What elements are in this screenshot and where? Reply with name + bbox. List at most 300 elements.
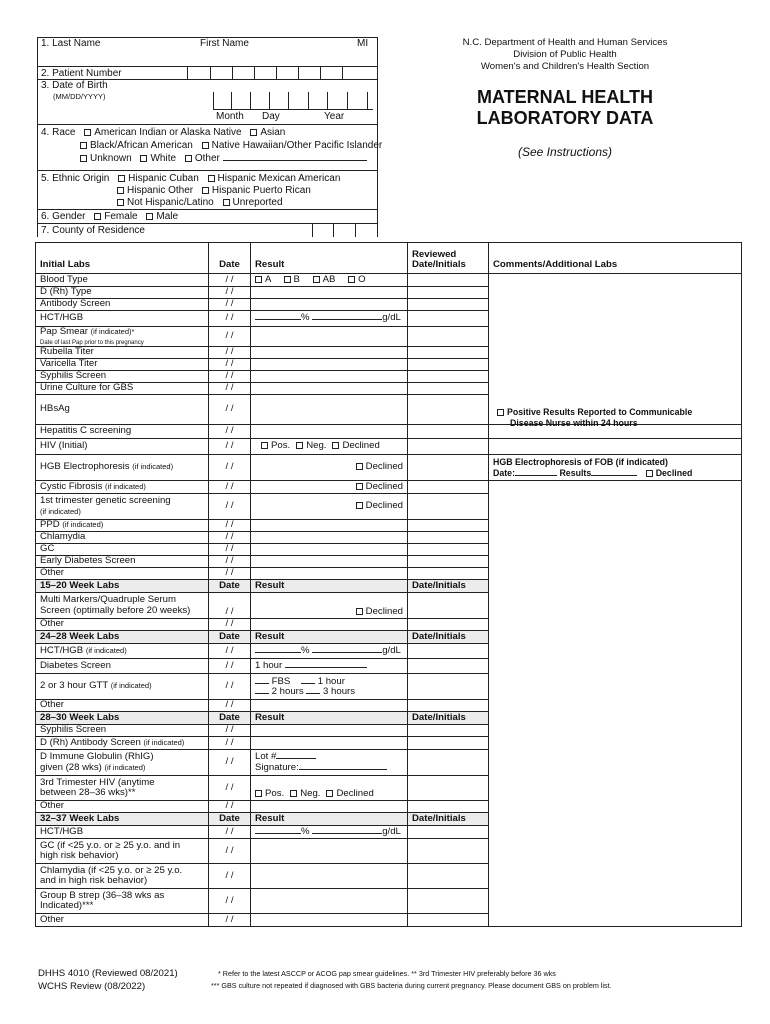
- test-name: Other: [36, 801, 209, 813]
- section-title: 28–30 Week Labs: [36, 712, 209, 725]
- gender-option: Male: [156, 211, 179, 222]
- county-field[interactable]: [312, 223, 377, 237]
- race-checkbox[interactable]: [202, 142, 209, 149]
- cell-divider: [250, 92, 251, 109]
- reviewed-field[interactable]: [408, 737, 489, 750]
- result-field[interactable]: [251, 544, 408, 556]
- section-date-header: Date: [209, 712, 251, 725]
- rule: [377, 37, 378, 237]
- reviewed-field[interactable]: [408, 383, 489, 395]
- reviewed-field[interactable]: [408, 274, 489, 287]
- reviewed-field[interactable]: [408, 327, 489, 347]
- form-title: LABORATORY DATA: [476, 108, 654, 128]
- option-label: Declined: [655, 467, 693, 478]
- test-label: 3rd Trimester HIV (anytime: [40, 777, 155, 789]
- reviewed-field[interactable]: [408, 532, 489, 544]
- fob-date-label: Date:: [493, 467, 515, 478]
- reviewed-field[interactable]: [408, 347, 489, 359]
- col-header-tests: Initial Labs: [36, 243, 209, 274]
- declined-checkbox[interactable]: [356, 608, 363, 615]
- dob-format: (MM/DD/YYYY): [53, 92, 106, 101]
- agency-block: [400, 37, 730, 159]
- reviewed-field[interactable]: [408, 568, 489, 580]
- reviewed-field[interactable]: [408, 371, 489, 383]
- test-label: Multi Markers/Quadruple Serum: [40, 593, 176, 605]
- date-field[interactable]: / /: [209, 776, 251, 801]
- test-name: Other: [36, 700, 209, 712]
- result-field[interactable]: [251, 737, 408, 750]
- year-label: Year: [324, 111, 345, 122]
- test-name: [36, 674, 209, 700]
- date-field[interactable]: / /: [209, 520, 251, 532]
- gender-checkbox[interactable]: [94, 213, 101, 220]
- test-name: [36, 494, 209, 520]
- gender-label: 6. Gender: [41, 211, 86, 222]
- blood-option: O: [358, 273, 366, 285]
- reviewed-field[interactable]: [408, 659, 489, 674]
- test-label: D (Rh) Antibody Screen: [40, 736, 141, 748]
- reviewed-field[interactable]: [408, 359, 489, 371]
- reviewed-field[interactable]: [408, 619, 489, 631]
- result-field[interactable]: [251, 619, 408, 631]
- date-field[interactable]: / /: [209, 425, 251, 439]
- reviewed-field[interactable]: [408, 520, 489, 532]
- date-field[interactable]: / /: [209, 700, 251, 712]
- option-label: Declined: [365, 500, 403, 512]
- result-field[interactable]: [251, 395, 408, 425]
- reviewed-field[interactable]: [408, 544, 489, 556]
- test-note: Date of last Pap prior to this pregnancy: [40, 339, 144, 346]
- option-label: Declined: [365, 606, 403, 618]
- table-row: [36, 481, 742, 494]
- result-field[interactable]: [251, 750, 408, 776]
- rule: [37, 37, 38, 237]
- date-field[interactable]: / /: [209, 299, 251, 311]
- pos-checkbox[interactable]: [261, 442, 268, 449]
- test-name: [36, 593, 209, 619]
- race-other-field[interactable]: [223, 160, 367, 161]
- gender-checkbox[interactable]: [146, 213, 153, 220]
- result-field[interactable]: [251, 888, 408, 913]
- test-note: (if indicated): [143, 737, 185, 747]
- race-checkbox[interactable]: [140, 155, 147, 162]
- date-field[interactable]: / /: [209, 674, 251, 700]
- blood-type-checkbox[interactable]: [313, 276, 320, 283]
- test-note: (if indicated)*: [90, 327, 135, 336]
- date-field[interactable]: / /: [209, 568, 251, 580]
- blood-type-checkbox[interactable]: [255, 276, 262, 283]
- rule: [37, 209, 377, 210]
- test-label: Group B strep (36–38 wks as: [40, 889, 165, 901]
- cell-divider: [254, 66, 255, 79]
- declined-checkbox[interactable]: [646, 470, 653, 477]
- result-field[interactable]: [251, 494, 408, 520]
- unit-label: 1 hour: [255, 659, 283, 671]
- date-field[interactable]: / /: [209, 274, 251, 287]
- test-name: Rubella Titer: [36, 347, 209, 359]
- reviewed-field[interactable]: [408, 455, 489, 481]
- test-name: HCT/HGB: [36, 825, 209, 838]
- section-dateinit-header: Date/Initials: [408, 712, 489, 725]
- race-checkbox[interactable]: [185, 155, 192, 162]
- result-field[interactable]: [251, 659, 408, 674]
- test-name: [36, 520, 209, 532]
- date-field[interactable]: / /: [209, 359, 251, 371]
- result-field[interactable]: [251, 674, 408, 700]
- race-checkbox[interactable]: [250, 129, 257, 136]
- result-field[interactable]: [251, 287, 408, 299]
- result-field[interactable]: [251, 327, 408, 347]
- table-row: [36, 455, 742, 481]
- date-field[interactable]: / /: [209, 532, 251, 544]
- race-checkbox[interactable]: [84, 129, 91, 136]
- test-name: Other: [36, 568, 209, 580]
- test-name: [36, 750, 209, 776]
- race-option: American Indian or Alaska Native: [94, 127, 242, 138]
- unit-label: %: [301, 312, 310, 324]
- test-name: HCT/HGB: [36, 311, 209, 327]
- race-group: [80, 140, 382, 152]
- col-header-comments: Comments/Additional Labs: [489, 243, 742, 274]
- test-name: Syphilis Screen: [36, 725, 209, 737]
- cell-divider: [367, 92, 368, 109]
- reviewed-field[interactable]: [408, 838, 489, 863]
- cell-divider: [327, 92, 328, 109]
- unit-label: g/dL: [382, 825, 401, 837]
- race-option: White: [150, 153, 177, 164]
- test-name: [36, 838, 209, 863]
- ethnic-checkbox[interactable]: [202, 187, 209, 194]
- result-field[interactable]: [251, 801, 408, 813]
- test-name: Other: [36, 913, 209, 926]
- option-label: Pos.: [265, 788, 285, 800]
- ethnic-checkbox[interactable]: [117, 187, 124, 194]
- test-label: GC (if <25 y.o. or ≥ 25 y.o. and in: [40, 839, 181, 851]
- test-name: Urine Culture for GBS: [36, 383, 209, 395]
- result-field[interactable]: [251, 274, 408, 287]
- unit-label: %: [301, 644, 310, 656]
- test-name: [36, 863, 209, 888]
- race-checkbox[interactable]: [80, 155, 87, 162]
- result-field[interactable]: [251, 425, 408, 439]
- result-field[interactable]: [251, 455, 408, 481]
- date-field[interactable]: / /: [209, 619, 251, 631]
- reviewed-field[interactable]: [408, 674, 489, 700]
- test-name: Diabetes Screen: [36, 659, 209, 674]
- reviewed-field[interactable]: [408, 644, 489, 659]
- reviewed-field[interactable]: [408, 863, 489, 888]
- cell-divider: [312, 223, 313, 237]
- reported-checkbox[interactable]: [497, 409, 504, 416]
- date-field[interactable]: / /: [209, 750, 251, 776]
- result-field[interactable]: [251, 371, 408, 383]
- date-field[interactable]: / /: [209, 737, 251, 750]
- cell-divider: [355, 223, 356, 237]
- lab-table: [35, 242, 742, 927]
- race-checkbox[interactable]: [80, 142, 87, 149]
- declined-checkbox[interactable]: [332, 442, 339, 449]
- blood-type-checkbox[interactable]: [348, 276, 355, 283]
- ethnic-checkbox[interactable]: [223, 199, 230, 206]
- race-label: 4. Race: [41, 127, 76, 138]
- name-field[interactable]: [41, 50, 371, 64]
- result-field[interactable]: [251, 725, 408, 737]
- test-note: (if indicated): [105, 481, 146, 491]
- test-name: [36, 327, 209, 347]
- date-field[interactable]: / /: [209, 913, 251, 926]
- option-label: Declined: [342, 440, 380, 452]
- result-field[interactable]: [251, 644, 408, 659]
- cell-divider: [276, 66, 277, 79]
- result-field[interactable]: [251, 520, 408, 532]
- fob-comment: [489, 455, 742, 481]
- result-field[interactable]: [251, 347, 408, 359]
- col-header-date: Date: [209, 243, 251, 274]
- result-field[interactable]: [251, 568, 408, 580]
- hbsag-comment: [497, 407, 737, 429]
- race-group: [41, 127, 285, 139]
- ethnic-checkbox[interactable]: [118, 175, 125, 182]
- option-label: Declined: [365, 461, 403, 473]
- neg-checkbox[interactable]: [290, 790, 297, 797]
- declined-checkbox[interactable]: [326, 790, 333, 797]
- test-note: (if indicated): [132, 462, 174, 472]
- fob-date-field[interactable]: [515, 475, 557, 476]
- race-option: Unknown: [90, 153, 132, 164]
- form-number: DHHS 4010 (Reviewed 08/2021): [38, 968, 178, 979]
- hbsag-comment-text: Disease Nurse within 24 hours: [510, 417, 638, 428]
- option-label: Neg.: [306, 440, 327, 452]
- cell-divider: [342, 66, 343, 79]
- declined-checkbox[interactable]: [356, 502, 363, 509]
- patient-number-label: 2. Patient Number: [41, 68, 122, 79]
- section-result-header: Result: [251, 631, 408, 644]
- test-name: Antibody Screen: [36, 299, 209, 311]
- reviewed-field[interactable]: [408, 481, 489, 494]
- rule: [213, 109, 373, 110]
- patient-number-field[interactable]: [187, 66, 377, 79]
- date-field[interactable]: / /: [209, 838, 251, 863]
- table-header: [36, 243, 742, 274]
- fob-results-field[interactable]: [591, 475, 637, 476]
- result-field[interactable]: [251, 838, 408, 863]
- comments-field[interactable]: [489, 481, 742, 927]
- reviewed-field[interactable]: [408, 494, 489, 520]
- agency-line: Women's and Children's Health Section: [480, 61, 650, 72]
- unit-label: 3 hours: [323, 685, 356, 697]
- cell-divider: [231, 92, 232, 109]
- test-name: [36, 776, 209, 801]
- date-field[interactable]: / /: [209, 494, 251, 520]
- section-title: 24–28 Week Labs: [36, 631, 209, 644]
- test-name: Other: [36, 619, 209, 631]
- race-option: Black/African American: [90, 140, 193, 151]
- ethnic-checkbox[interactable]: [208, 175, 215, 182]
- col-header-result: Result: [251, 243, 408, 274]
- date-field[interactable]: / /: [209, 888, 251, 913]
- test-name: HBsAg: [36, 395, 209, 425]
- unit-label: g/dL: [382, 312, 401, 324]
- date-field[interactable]: / /: [209, 347, 251, 359]
- declined-checkbox[interactable]: [356, 483, 363, 490]
- rule: [37, 170, 377, 171]
- reviewed-field[interactable]: [408, 700, 489, 712]
- form-review: WCHS Review (08/2022): [38, 981, 146, 992]
- ethnic-checkbox[interactable]: [117, 199, 124, 206]
- section-date-header: Date: [209, 812, 251, 825]
- test-label: Indicated)***: [40, 899, 94, 911]
- fob-results-label: Results: [559, 467, 592, 478]
- reviewed-field[interactable]: [408, 395, 489, 425]
- date-field[interactable]: / /: [209, 287, 251, 299]
- test-label: given (28 wks): [40, 761, 102, 773]
- date-field[interactable]: / /: [209, 371, 251, 383]
- lot-label: Lot #: [255, 751, 277, 763]
- reviewed-field[interactable]: [408, 299, 489, 311]
- unit-label: g/dL: [382, 644, 401, 656]
- unit-label: 2 hours: [271, 685, 304, 697]
- result-field[interactable]: [251, 556, 408, 568]
- reviewed-field[interactable]: [408, 801, 489, 813]
- table-row: [36, 274, 742, 287]
- reviewed-field[interactable]: [408, 593, 489, 619]
- neg-checkbox[interactable]: [296, 442, 303, 449]
- result-field[interactable]: [251, 913, 408, 926]
- test-label: Chlamydia (if <25 y.o. or ≥ 25 y.o.: [40, 864, 183, 876]
- date-field[interactable]: / /: [209, 311, 251, 327]
- last-name-label: 1. Last Name: [41, 38, 101, 49]
- date-field[interactable]: / /: [209, 544, 251, 556]
- option-label: Pos.: [271, 440, 291, 452]
- test-name: Varicella Titer: [36, 359, 209, 371]
- result-field[interactable]: [251, 593, 408, 619]
- cell-divider: [347, 92, 348, 109]
- test-name: Blood Type: [36, 274, 209, 287]
- date-field[interactable]: / /: [209, 455, 251, 481]
- test-note: (if indicated): [85, 645, 127, 655]
- reviewed-field[interactable]: [408, 750, 489, 776]
- date-field[interactable]: / /: [209, 725, 251, 737]
- dob-field[interactable]: [213, 92, 373, 109]
- cell-divider: [308, 92, 309, 109]
- reviewed-field[interactable]: [408, 825, 489, 838]
- result-field[interactable]: [251, 776, 408, 801]
- section-result-header: Result: [251, 712, 408, 725]
- date-field[interactable]: / /: [209, 644, 251, 659]
- cell-divider: [210, 66, 211, 79]
- cell-divider: [213, 92, 214, 109]
- test-name: [36, 644, 209, 659]
- col-header-reviewed: Reviewed Date/Initials: [408, 243, 489, 274]
- gender-option: Female: [104, 211, 138, 222]
- declined-checkbox[interactable]: [356, 463, 363, 470]
- test-label: high risk behavior): [40, 849, 119, 861]
- result-field[interactable]: [251, 481, 408, 494]
- date-field[interactable]: / /: [209, 659, 251, 674]
- race-option: Asian: [260, 127, 286, 138]
- reviewed-field[interactable]: [408, 888, 489, 913]
- test-note: (if indicated): [104, 762, 146, 772]
- test-note: (if indicated): [40, 506, 81, 516]
- result-field[interactable]: [251, 311, 408, 327]
- result-field[interactable]: [251, 825, 408, 838]
- section-result-header: Result: [251, 812, 408, 825]
- cell-divider: [269, 92, 270, 109]
- form-title: MATERNAL HEALTH: [477, 87, 653, 107]
- unit-label: FBS: [271, 675, 291, 687]
- pos-checkbox[interactable]: [255, 790, 262, 797]
- reviewed-field[interactable]: [408, 556, 489, 568]
- cell-divider: [288, 92, 289, 109]
- result-field[interactable]: [251, 439, 408, 455]
- date-field[interactable]: / /: [209, 383, 251, 395]
- reviewed-field[interactable]: [408, 287, 489, 299]
- date-field[interactable]: / /: [209, 481, 251, 494]
- result-field[interactable]: [251, 299, 408, 311]
- result-field[interactable]: [251, 700, 408, 712]
- test-name: HIV (Initial): [36, 439, 209, 455]
- date-field[interactable]: / /: [209, 863, 251, 888]
- reviewed-field[interactable]: [408, 439, 489, 455]
- reviewed-field[interactable]: [408, 913, 489, 926]
- hbsag-comment-text: Positive Results Reported to Communicable: [507, 407, 693, 417]
- blood-option: AB: [322, 273, 336, 285]
- comments-field[interactable]: [489, 439, 742, 455]
- test-name: Early Diabetes Screen: [36, 556, 209, 568]
- first-name-label: First Name: [200, 38, 249, 49]
- date-field[interactable]: / /: [209, 825, 251, 838]
- date-field[interactable]: / /: [209, 801, 251, 813]
- footnote: * Refer to the latest ASCCP or ACOG pap smear guidelines. ** 3rd Trimester HIV preferably before 36 wks: [218, 969, 556, 978]
- ethnic-option: Not Hispanic/Latino: [127, 197, 214, 208]
- ethnic-group: [41, 173, 340, 185]
- cell-divider: [320, 66, 321, 79]
- test-name: [36, 481, 209, 494]
- section-dateinit-header: Date/Initials: [408, 631, 489, 644]
- test-name: Chlamydia: [36, 532, 209, 544]
- section-date-header: Date: [209, 580, 251, 593]
- test-label: between 28–36 wks)**: [40, 787, 136, 799]
- rule: [37, 124, 377, 125]
- date-field[interactable]: / /: [209, 556, 251, 568]
- reviewed-field[interactable]: [408, 725, 489, 737]
- section-title: 32–37 Week Labs: [36, 812, 209, 825]
- unit-label: %: [301, 825, 310, 837]
- result-field[interactable]: [251, 383, 408, 395]
- cell-divider: [298, 66, 299, 79]
- reviewed-field[interactable]: [408, 776, 489, 801]
- result-field[interactable]: [251, 863, 408, 888]
- month-label: Month: [216, 111, 244, 122]
- agency-line: Division of Public Health: [513, 49, 617, 60]
- date-field[interactable]: / /: [209, 395, 251, 425]
- test-name: Syphilis Screen: [36, 371, 209, 383]
- option-label: Neg.: [300, 788, 321, 800]
- result-field[interactable]: [251, 359, 408, 371]
- result-field[interactable]: [251, 532, 408, 544]
- test-label: Pap Smear: [40, 326, 88, 337]
- comments-field[interactable]: [489, 274, 742, 425]
- date-field[interactable]: / /: [209, 593, 251, 619]
- reviewed-field[interactable]: [408, 425, 489, 439]
- ethnic-option: Hispanic Cuban: [128, 173, 199, 184]
- cell-divider: [187, 66, 188, 79]
- blood-type-checkbox[interactable]: [284, 276, 291, 283]
- date-field[interactable]: / /: [209, 327, 251, 347]
- test-name: GC: [36, 544, 209, 556]
- reviewed-field[interactable]: [408, 311, 489, 327]
- date-field[interactable]: / /: [209, 439, 251, 455]
